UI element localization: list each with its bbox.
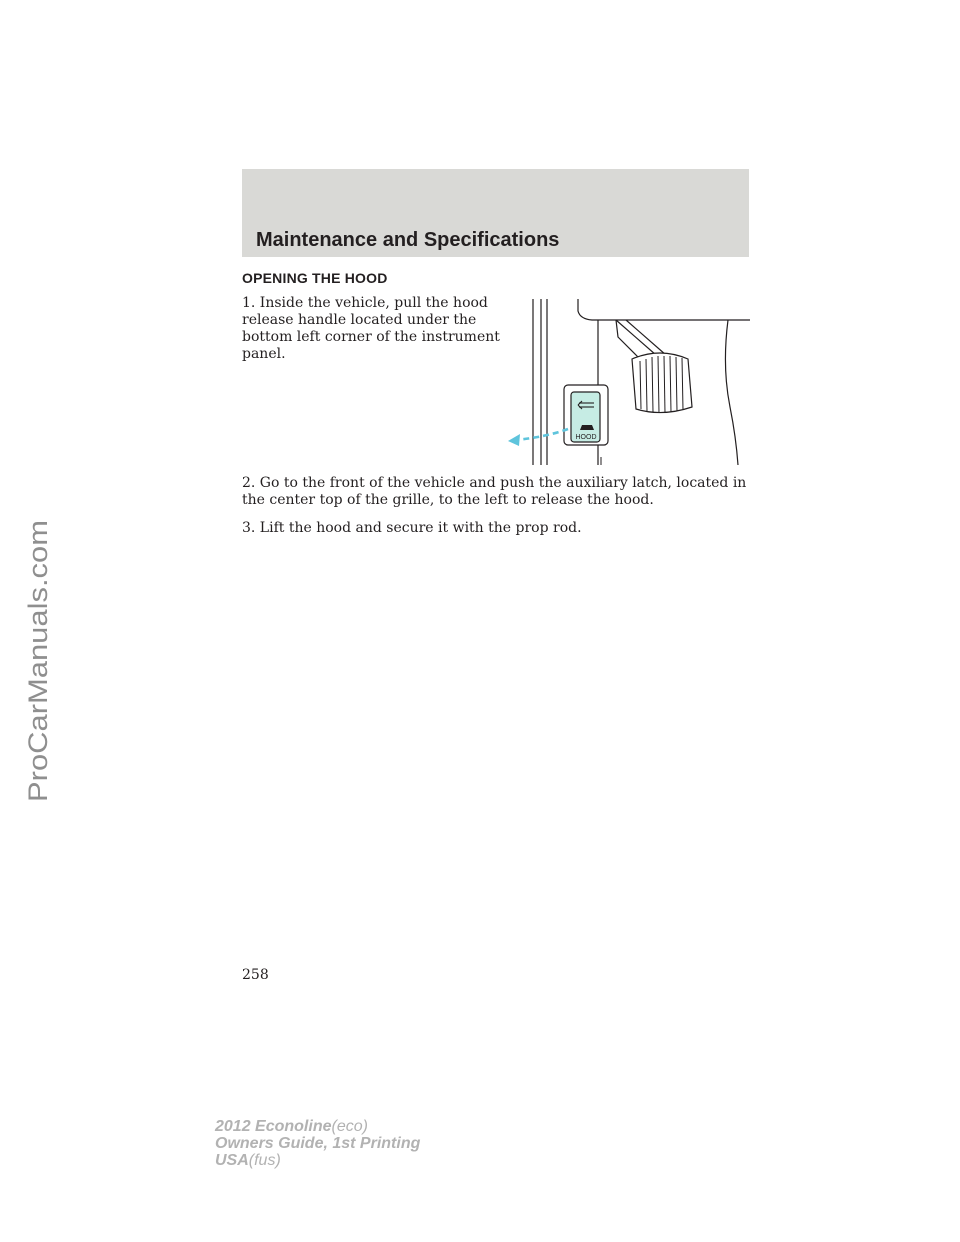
car-icon	[580, 425, 594, 430]
footer-model: 2012 Econoline	[215, 1118, 332, 1135]
step-3: 3. Lift the hood and secure it with the prop rod.	[242, 520, 582, 536]
step-2: 2. Go to the front of the vehicle and push the auxiliary latch, located in the center top of the grille, to the left to release the hood.	[242, 475, 747, 508]
footer-guide: Owners Guide, 1st Printing	[215, 1135, 421, 1152]
footer-market-line	[215, 1152, 420, 1169]
footer-market-code: (fus)	[248, 1152, 281, 1169]
footer-guide-line	[215, 1135, 420, 1152]
watermark	[14, 510, 60, 810]
section-heading: OPENING THE HOOD	[242, 270, 388, 286]
page-number: 258	[242, 967, 269, 983]
watermark-text: ProCarManuals.com	[23, 555, 53, 802]
footer-model-line	[215, 1118, 420, 1135]
pull-direction-arrow	[516, 429, 568, 440]
document-footer	[215, 1118, 420, 1169]
footer-model-code: (eco)	[331, 1118, 368, 1135]
page-title: Maintenance and Specifications	[256, 229, 560, 251]
hood-release-illustration	[500, 297, 750, 465]
section-header	[242, 169, 749, 257]
step-1: 1. Inside the vehicle, pull the hood release handle located under the bottom left corner of the instrument panel.	[242, 295, 500, 362]
footer-market: USA	[215, 1152, 249, 1169]
brake-pedal	[632, 353, 692, 413]
hood-label: HOOD	[575, 434, 597, 441]
